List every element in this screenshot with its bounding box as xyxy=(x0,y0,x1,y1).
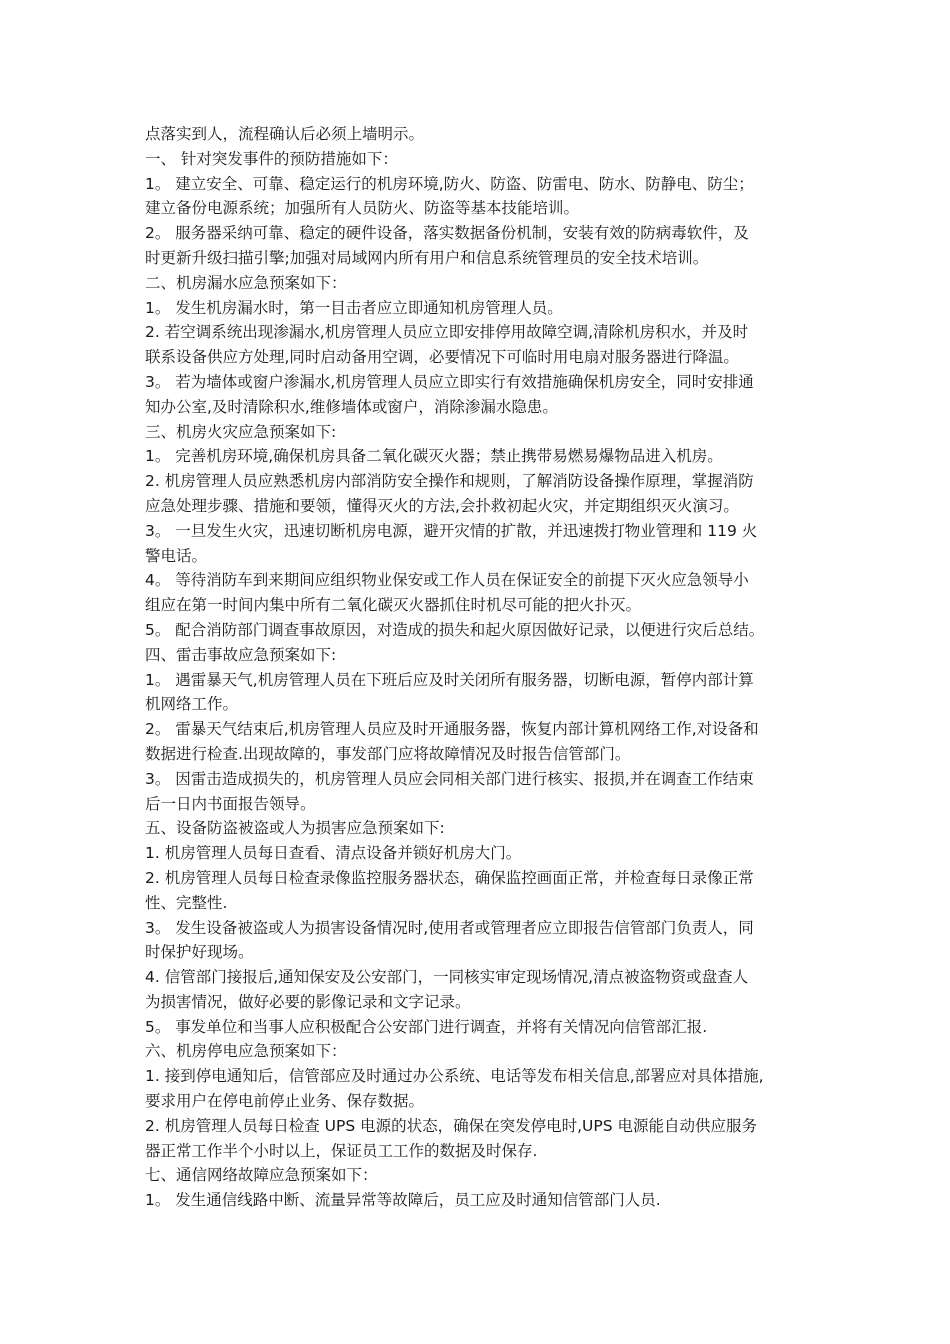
text-line: 联系设备供应方处理,同时启动备用空调，必要情况下可临时用电扇对服务器进行降温。 xyxy=(145,348,739,367)
text-line: 1。 遇雷暴天气,机房管理人员在下班后应及时关闭所有服务器，切断电源，暂停内部计算 xyxy=(145,670,754,689)
text-line: 性、完整性. xyxy=(145,893,228,912)
text-line: 3。 发生设备被盗或人为损害设备情况时,使用者或管理者应立即报告信管部门负责人，同 xyxy=(145,918,754,937)
text-line: 后一日内书面报告领导。 xyxy=(145,794,316,813)
text-line: 1. 接到停电通知后，信管部应及时通过办公系统、电话等发布相关信息,部署应对具体措施, xyxy=(145,1067,764,1086)
text-line: 警电话。 xyxy=(145,546,208,565)
text-line: 应急处理步骤、措施和要领，懂得灭火的方法,会扑救初起火灾，并定期组织灭火演习。 xyxy=(145,496,739,515)
text-line: 器正常工作半个小时以上，保证员工工作的数据及时保存. xyxy=(145,1141,538,1160)
section-heading: 四、雷击事故应急预案如下: xyxy=(145,645,337,664)
text-line: 时更新升级扫描引擎;加强对局域网内所有用户和信息系统管理员的安全技术培训。 xyxy=(145,248,709,267)
text-line: 4。 等待消防车到来期间应组织物业保安或工作人员在保证安全的前提下灭火应急领导小 xyxy=(145,571,749,590)
text-line: 数据进行检查.出现故障的，事发部门应将故障情况及时报告信管部门。 xyxy=(145,744,631,763)
section-heading: 六、机房停电应急预案如下： xyxy=(145,1042,347,1061)
text-line: 组应在第一时间内集中所有二氧化碳灭火器抓住时机尽可能的把火扑灭。 xyxy=(145,596,642,615)
text-line: 2。 服务器采纳可靠、稳定的硬件设备，落实数据备份机制，安装有效的防病毒软件，及 xyxy=(145,224,749,243)
text-line: 2。 雷暴天气结束后,机房管理人员应及时开通服务器，恢复内部计算机网络工作,对设备和 xyxy=(145,720,759,739)
text-line: 要求用户在停电前停止业务、保存数据。 xyxy=(145,1092,425,1111)
text-line: 2. 机房管理人员每日检查 UPS 电源的状态，确保在突发停电时,UPS 电源能自动供应服务 xyxy=(145,1116,757,1135)
section-heading: 二、机房漏水应急预案如下： xyxy=(145,273,347,292)
text-line: 1。 完善机房环境,确保机房具备二氧化碳灭火器；禁止携带易燃易爆物品进入机房。 xyxy=(145,447,723,466)
document-body xyxy=(145,122,825,1213)
text-line: 1。 建立安全、可靠、稳定运行的机房环境,防火、防盗、防雷电、防水、防静电、防尘； xyxy=(145,174,754,193)
section-heading: 七、通信网络故障应急预案如下： xyxy=(145,1166,378,1185)
section-heading: 五、设备防盗被盗或人为损害应急预案如下: xyxy=(145,819,445,838)
text-line: 2. 机房管理人员每日检查录像监控服务器状态，确保监控画面正常，并检查每日录像正常 xyxy=(145,868,754,887)
text-line: 3。 因雷击造成损失的，机房管理人员应会同相关部门进行核实、报损,并在调查工作结束 xyxy=(145,769,754,788)
text-line: 3。 若为墙体或窗户渗漏水,机房管理人员应立即实行有效措施确保机房安全，同时安排通 xyxy=(145,372,754,391)
text-line: 建立备份电源系统；加强所有人员防火、防盗等基本技能培训。 xyxy=(145,199,580,218)
text-line: 3。 一旦发生火灾，迅速切断机房电源，避开灾情的扩散，并迅速拨打物业管理和 119 火 xyxy=(145,521,758,540)
text-line: 1. 机房管理人员每日查看、清点设备并锁好机房大门。 xyxy=(145,844,522,863)
text-line: 1。 发生通信线路中断、流量异常等故障后，员工应及时通知信管部门人员. xyxy=(145,1191,661,1210)
text-line: 为损害情况，做好必要的影像记录和文字记录。 xyxy=(145,992,471,1011)
text-line: 5。 事发单位和当事人应积极配合公安部门进行调查，并将有关情况向信管部汇报. xyxy=(145,1017,708,1036)
text-line: 5。 配合消防部门调查事故原因，对造成的损失和起火原因做好记录，以便进行灾后总结。 xyxy=(145,620,765,639)
text-line: 4. 信管部门接报后,通知保安及公安部门，一同核实审定现场情况,清点被盗物资或盘查人 xyxy=(145,968,749,987)
text-line: 时保护好现场。 xyxy=(145,943,254,962)
text-line: 2. 机房管理人员应熟悉机房内部消防安全操作和规则，了解消防设备操作原理，掌握消防 xyxy=(145,472,754,491)
text-line: 1。 发生机房漏水时，第一目击者应立即通知机房管理人员。 xyxy=(145,298,563,317)
text-line: 机网络工作。 xyxy=(145,695,239,714)
text-line: 点落实到人，流程确认后必须上墙明示。 xyxy=(145,125,425,143)
text-line: 知办公室,及时清除积水,维修墙体或窗户，消除渗漏水隐患。 xyxy=(145,397,558,416)
text-line: 2. 若空调系统出现渗漏水,机房管理人员应立即安排停用故障空调,清除机房积水，并及时 xyxy=(145,323,749,342)
section-heading: 三、机房火灾应急预案如下: xyxy=(145,422,337,441)
section-heading: 一、 针对突发事件的预防措施如下： xyxy=(145,149,398,168)
